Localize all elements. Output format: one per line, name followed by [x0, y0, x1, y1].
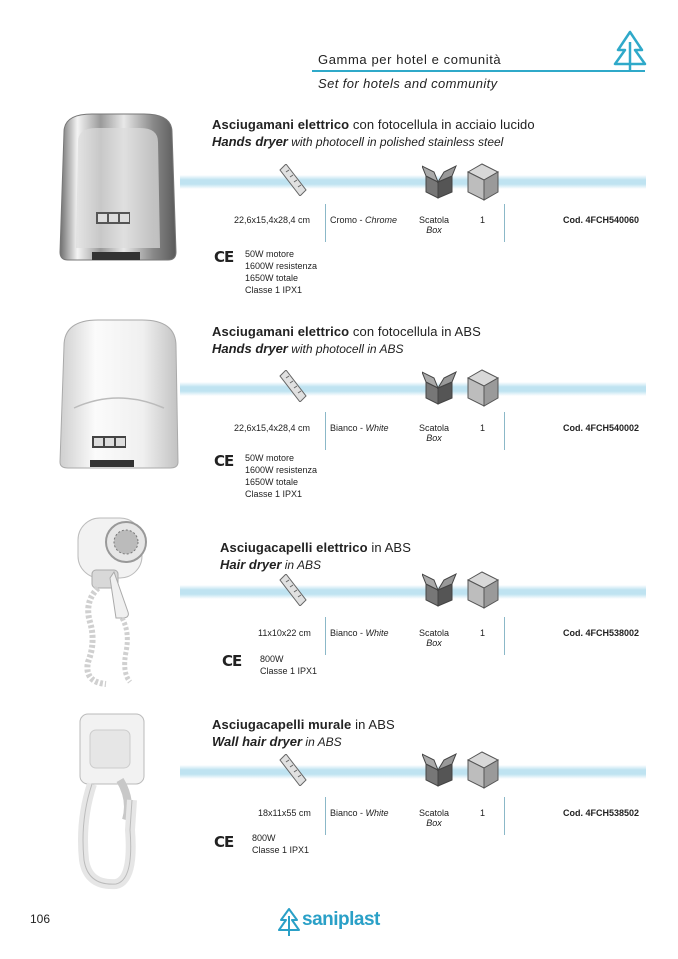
- open-box-icon: [422, 754, 456, 786]
- saniplast-logo: [278, 906, 408, 940]
- ce-mark: CE: [214, 833, 234, 851]
- product-band: [180, 175, 646, 189]
- quantity: 1: [480, 628, 486, 638]
- product-desc-it: con fotocellula in acciaio lucido: [352, 117, 535, 132]
- product-wall-hair-dryer: [0, 690, 678, 890]
- product-desc-it: in ABS: [355, 717, 395, 732]
- product-desc-en: in ABS: [305, 735, 342, 749]
- product-desc-en: in ABS: [284, 558, 322, 572]
- product-name-it: Asciugamani elettrico: [212, 117, 350, 132]
- dimensions: 11x10x22 cm: [258, 628, 311, 638]
- page-number: 106: [30, 912, 51, 926]
- quantity: 1: [480, 808, 486, 818]
- product-name-it: Asciugamani elettrico: [212, 324, 350, 339]
- packaging-value: Scatola Box: [418, 628, 450, 648]
- column-divider: [325, 412, 326, 450]
- product-hands-dryer-white: [0, 312, 678, 512]
- open-box-icon: [422, 372, 456, 404]
- header-divider: [312, 70, 645, 72]
- product-title-en: [212, 341, 404, 356]
- color-value: Bianco - White: [330, 628, 389, 638]
- ce-mark: CE: [214, 248, 234, 266]
- product-desc-en: with photocell in polished stainless steel: [291, 135, 504, 149]
- section-title-en: Set for hotels and community: [318, 76, 498, 91]
- color-value: Bianco - White: [330, 808, 389, 818]
- packaging-icons: [422, 162, 502, 202]
- product-name-it: Asciugacapelli elettrico: [220, 540, 368, 555]
- product-specs: 50W motore 1600W resistenza 1650W totale Classe 1 IPX1: [245, 249, 318, 295]
- brand-name: saniplast: [302, 909, 380, 930]
- color-value: Cromo - Chrome: [330, 215, 398, 225]
- hands-dryer-white-photo: [54, 318, 184, 470]
- quantity: 1: [480, 215, 486, 225]
- product-band: [180, 382, 646, 396]
- quantity: 1: [480, 423, 486, 433]
- product-code: Cod. 4FCH538502: [563, 808, 640, 818]
- column-divider: [325, 617, 326, 655]
- product-title-en: [212, 734, 342, 749]
- product-name-en: Wall hair dryer: [212, 734, 303, 749]
- color-value: Bianco - White: [330, 423, 389, 433]
- product-title-it: [212, 117, 535, 132]
- packaging-icons: [422, 368, 502, 408]
- closed-box-icon: [468, 370, 498, 406]
- product-title-it: [220, 540, 411, 555]
- product-specs: 50W motore 1600W resistenza 1650W totale Classe 1 IPX1: [245, 453, 318, 499]
- hands-dryer-chrome-photo: [52, 112, 184, 262]
- product-specs: 800W Classe 1 IPX1: [260, 654, 318, 676]
- product-name-en: Hair dryer: [220, 557, 282, 572]
- product-title-en: [220, 557, 321, 572]
- product-desc-en: with photocell in ABS: [291, 342, 404, 356]
- product-name-it: Asciugacapelli murale: [212, 717, 352, 732]
- product-title-it: [212, 717, 395, 732]
- product-name-en: Hands dryer: [212, 341, 288, 356]
- saniplast-tree-icon: [278, 908, 300, 936]
- open-box-icon: [422, 166, 456, 198]
- packaging-value: Scatola Box: [418, 808, 450, 828]
- product-hands-dryer-chrome: [0, 100, 678, 300]
- open-box-icon: [422, 574, 456, 606]
- ruler-icon: [278, 574, 308, 606]
- closed-box-icon: [468, 752, 498, 788]
- column-divider: [504, 617, 505, 655]
- product-specs: 800W Classe 1 IPX1: [252, 833, 310, 855]
- column-divider: [504, 204, 505, 242]
- ruler-icon: [278, 754, 308, 786]
- product-code: Cod. 4FCH540002: [563, 423, 640, 433]
- wall-hair-dryer-photo: [76, 710, 152, 890]
- ruler-icon: [278, 370, 308, 402]
- product-name-en: Hands dryer: [212, 134, 288, 149]
- packaging-icons: [422, 750, 502, 790]
- dimensions: 18x11x55 cm: [258, 808, 311, 818]
- column-divider: [325, 204, 326, 242]
- product-hair-dryer: [0, 510, 678, 710]
- hair-dryer-photo: [70, 512, 160, 692]
- product-title-en: [212, 134, 503, 149]
- dimensions: 22,6x15,4x28,4 cm: [234, 215, 311, 225]
- product-title-it: [212, 324, 481, 339]
- packaging-icons: [422, 570, 502, 610]
- closed-box-icon: [468, 164, 498, 200]
- section-title-it: Gamma per hotel e comunità: [318, 52, 502, 67]
- ruler-icon: [278, 164, 308, 196]
- product-band: [180, 585, 646, 599]
- product-desc-it: con fotocellula in ABS: [352, 324, 481, 339]
- column-divider: [504, 797, 505, 835]
- product-desc-it: in ABS: [371, 540, 411, 555]
- tree-logo-icon: [612, 30, 648, 72]
- ce-mark: CE: [222, 652, 242, 670]
- column-divider: [325, 797, 326, 835]
- ce-mark: CE: [214, 452, 234, 470]
- product-code: Cod. 4FCH538002: [563, 628, 640, 638]
- closed-box-icon: [468, 572, 498, 608]
- packaging-value: Scatola Box: [418, 423, 450, 443]
- product-code: Cod. 4FCH540060: [563, 215, 640, 225]
- product-band: [180, 765, 646, 779]
- column-divider: [504, 412, 505, 450]
- dimensions: 22,6x15,4x28,4 cm: [234, 423, 311, 433]
- packaging-value: Scatola Box: [418, 215, 450, 235]
